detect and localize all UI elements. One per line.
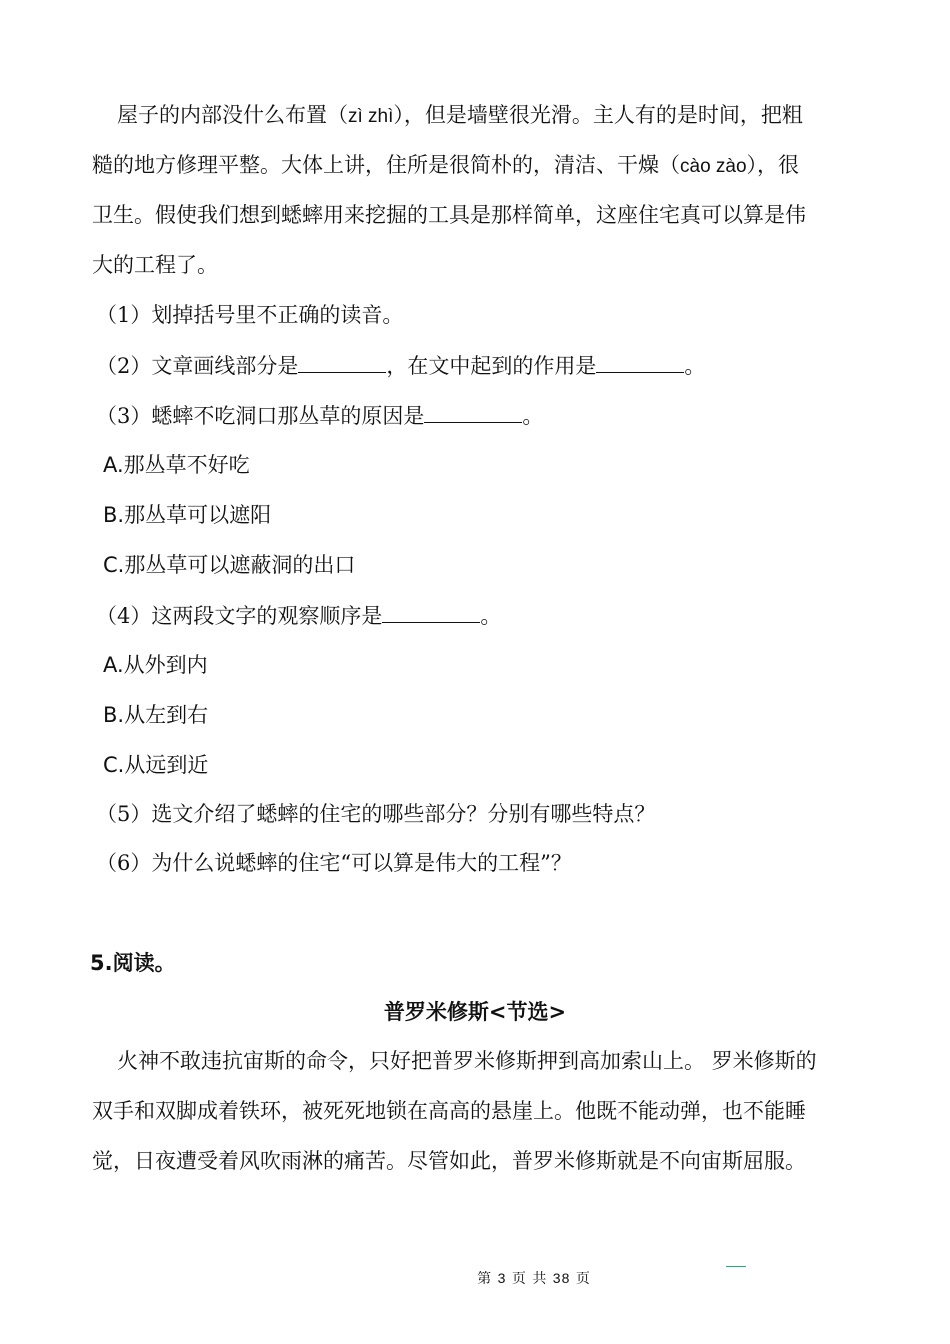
- passage-line: 糙的地方修理平整。大体上讲，住所是很简朴的，清洁、干燥（cào zào），很: [92, 153, 800, 177]
- option-a: A.从外到内: [103, 653, 208, 677]
- option-a: A.那丛草不好吃: [103, 453, 250, 477]
- question-5: （5）选文介绍了蟋蟀的住宅的哪些部分？分别有哪些特点？: [96, 802, 656, 826]
- passage-line: 双手和双脚成着铁环，被死死地锁在高高的悬崖上。他既不能动弹，也不能睡: [92, 1099, 806, 1123]
- passage-line: 卫生。假使我们想到蟋蟀用来挖掘的工具是那样简单，这座住宅真可以算是伟: [92, 203, 806, 227]
- pinyin: zì zhì: [348, 106, 394, 127]
- option-b: B.那丛草可以遮阳: [103, 503, 272, 527]
- question-4: （4）这两段文字的观察顺序是 。: [96, 600, 866, 631]
- option-c: C.从远到近: [103, 753, 209, 777]
- answer-blank[interactable]: [596, 350, 684, 373]
- answer-blank[interactable]: [424, 400, 522, 423]
- question-3: （3）蟋蟀不吃洞口那丛草的原因是 。: [96, 400, 866, 431]
- option-b: B.从左到右: [103, 703, 209, 727]
- question-6: （6）为什么说蟋蟀的住宅“可以算是伟大的工程”？: [96, 851, 572, 875]
- passage-line: 觉，日夜遭受着风吹雨淋的痛苦。尽管如此，普罗米修斯就是不向宙斯屈服。: [92, 1149, 806, 1173]
- option-c: C.那丛草可以遮蔽洞的出口: [103, 553, 356, 577]
- footer-rule: [726, 1266, 746, 1267]
- passage-line: 火神不敢违抗宙斯的命令，只好把普罗米修斯押到高加索山上。 罗米修斯的: [117, 1049, 817, 1073]
- total-pages: 38: [552, 1270, 571, 1286]
- answer-blank[interactable]: [298, 350, 386, 373]
- page-footer: 第 3 页 共 38 页: [477, 1270, 591, 1287]
- section-heading: 5.阅读。: [90, 951, 176, 975]
- passage-title: 普罗米修斯<节选>: [383, 1000, 567, 1024]
- question-1: （1）划掉括号里不正确的读音。: [96, 303, 404, 327]
- question-2: （2）文章画线部分是 ，在文中起到的作用是 。: [96, 350, 866, 381]
- page-number: 3: [497, 1270, 507, 1286]
- answer-blank[interactable]: [382, 600, 480, 623]
- passage-line: 屋子的内部没什么布置（zì zhì），但是墙壁很光滑。主人有的是时间，把粗: [117, 103, 803, 127]
- pinyin: cào zào: [680, 156, 747, 177]
- passage-line: 大的工程了。: [92, 253, 218, 277]
